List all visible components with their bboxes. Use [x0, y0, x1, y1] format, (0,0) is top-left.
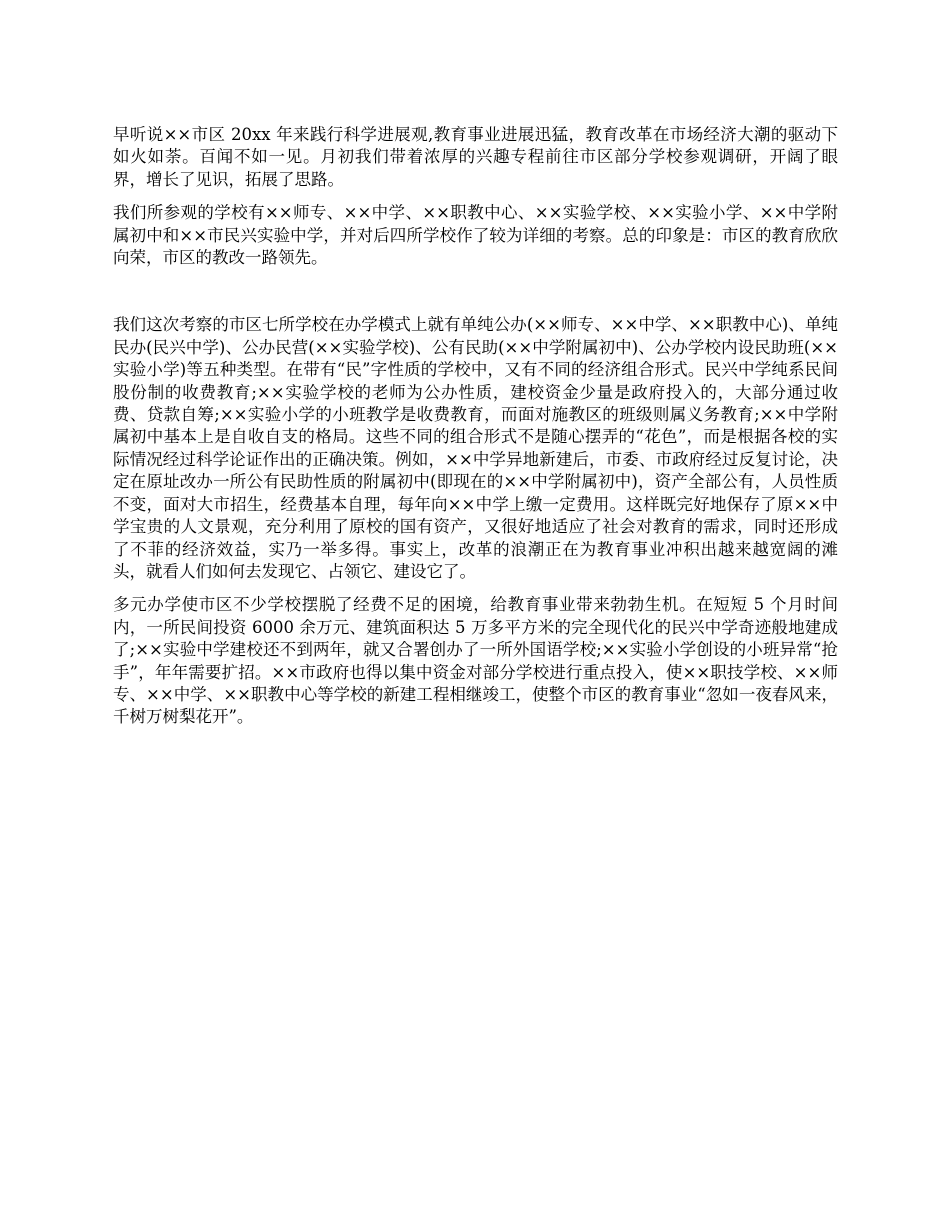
paragraph-visited-schools: 我们所参观的学校有××师专、××中学、××职教中心、××实验学校、××实验小学、××中学附属初中和××市民兴实验中学，并对后四所学校作了较为详细的考察。总的印象是：市区的教育欣欣向荣，市区的教改一路领先。 — [113, 203, 838, 268]
paragraph-diversified-funding: 多元办学使市区不少学校摆脱了经费不足的困境，给教育事业带来勃勃生机。在短短 5 个月时间内，一所民间投资 6000 余万元、建筑面积达 5 万多平方米的完全现代化的民兴中学奇迹般地建成了;××实验中学建校还不到两年，就又合署创办了一所外国语学校;××实验小学创设的小班异常“抢手”，年年需要扩招。××市政府也得以集中资金对部分学校进行重点投入，使××职技学校、××师专、××中学、××职教中心等学校的新建工程相继竣工，使整个市区的教育事业“忽如一夜春风来，千树万树梨花开”。 — [113, 595, 838, 727]
paragraph-intro: 早听说××市区 20xx 年来践行科学进展观,教育事业进展迅猛，教育改革在市场经济大潮的驱动下如火如荼。百闻不如一见。月初我们带着浓厚的兴趣专程前往市区部分学校参观调研，开阔了眼界，增长了见识，拓展了思路。 — [113, 125, 838, 189]
document-page — [113, 124, 838, 729]
paragraph-school-models: 我们这次考察的市区七所学校在办学模式上就有单纯公办(××师专、××中学、××职教中心)、单纯民办(民兴中学)、公办民营(××实验学校)、公有民助(××中学附属初中)、公办学校内设民助班(××实验小学)等五种类型。在带有“民”字性质的学校中，又有不同的经济组合形式。民兴中学纯系民间股份制的收费教育;××实验学校的老师为公办性质，建校资金少量是政府投入的，大部分通过收费、贷款自筹;××实验小学的小班教学是收费教育，而面对施教区的班级则属义务教育;××中学附属初中基本上是自收自支的格局。这些不同的组合形式不是随心摆弄的“花色”，而是根据各校的实际情况经过科学论证作出的正确决策。例如，××中学异地新建后，市委、市政府经过反复讨论，决定在原址改办一所公有民助性质的附属初中(即现在的××中学附属初中)，资产全部公有，人员性质不变，面对大市招生，经费基本自理，每年向××中学上缴一定费用。这样既完好地保存了原××中学宝贵的人文景观，充分利用了原校的国有资产，又很好地适应了社会对教育的需求，同时还形成了不菲的经济效益，实乃一举多得。事实上，改革的浪潮正在为教育事业冲积出越来越宽阔的滩头，就看人们如何去发现它、占领它、建设它了。 — [113, 315, 838, 581]
